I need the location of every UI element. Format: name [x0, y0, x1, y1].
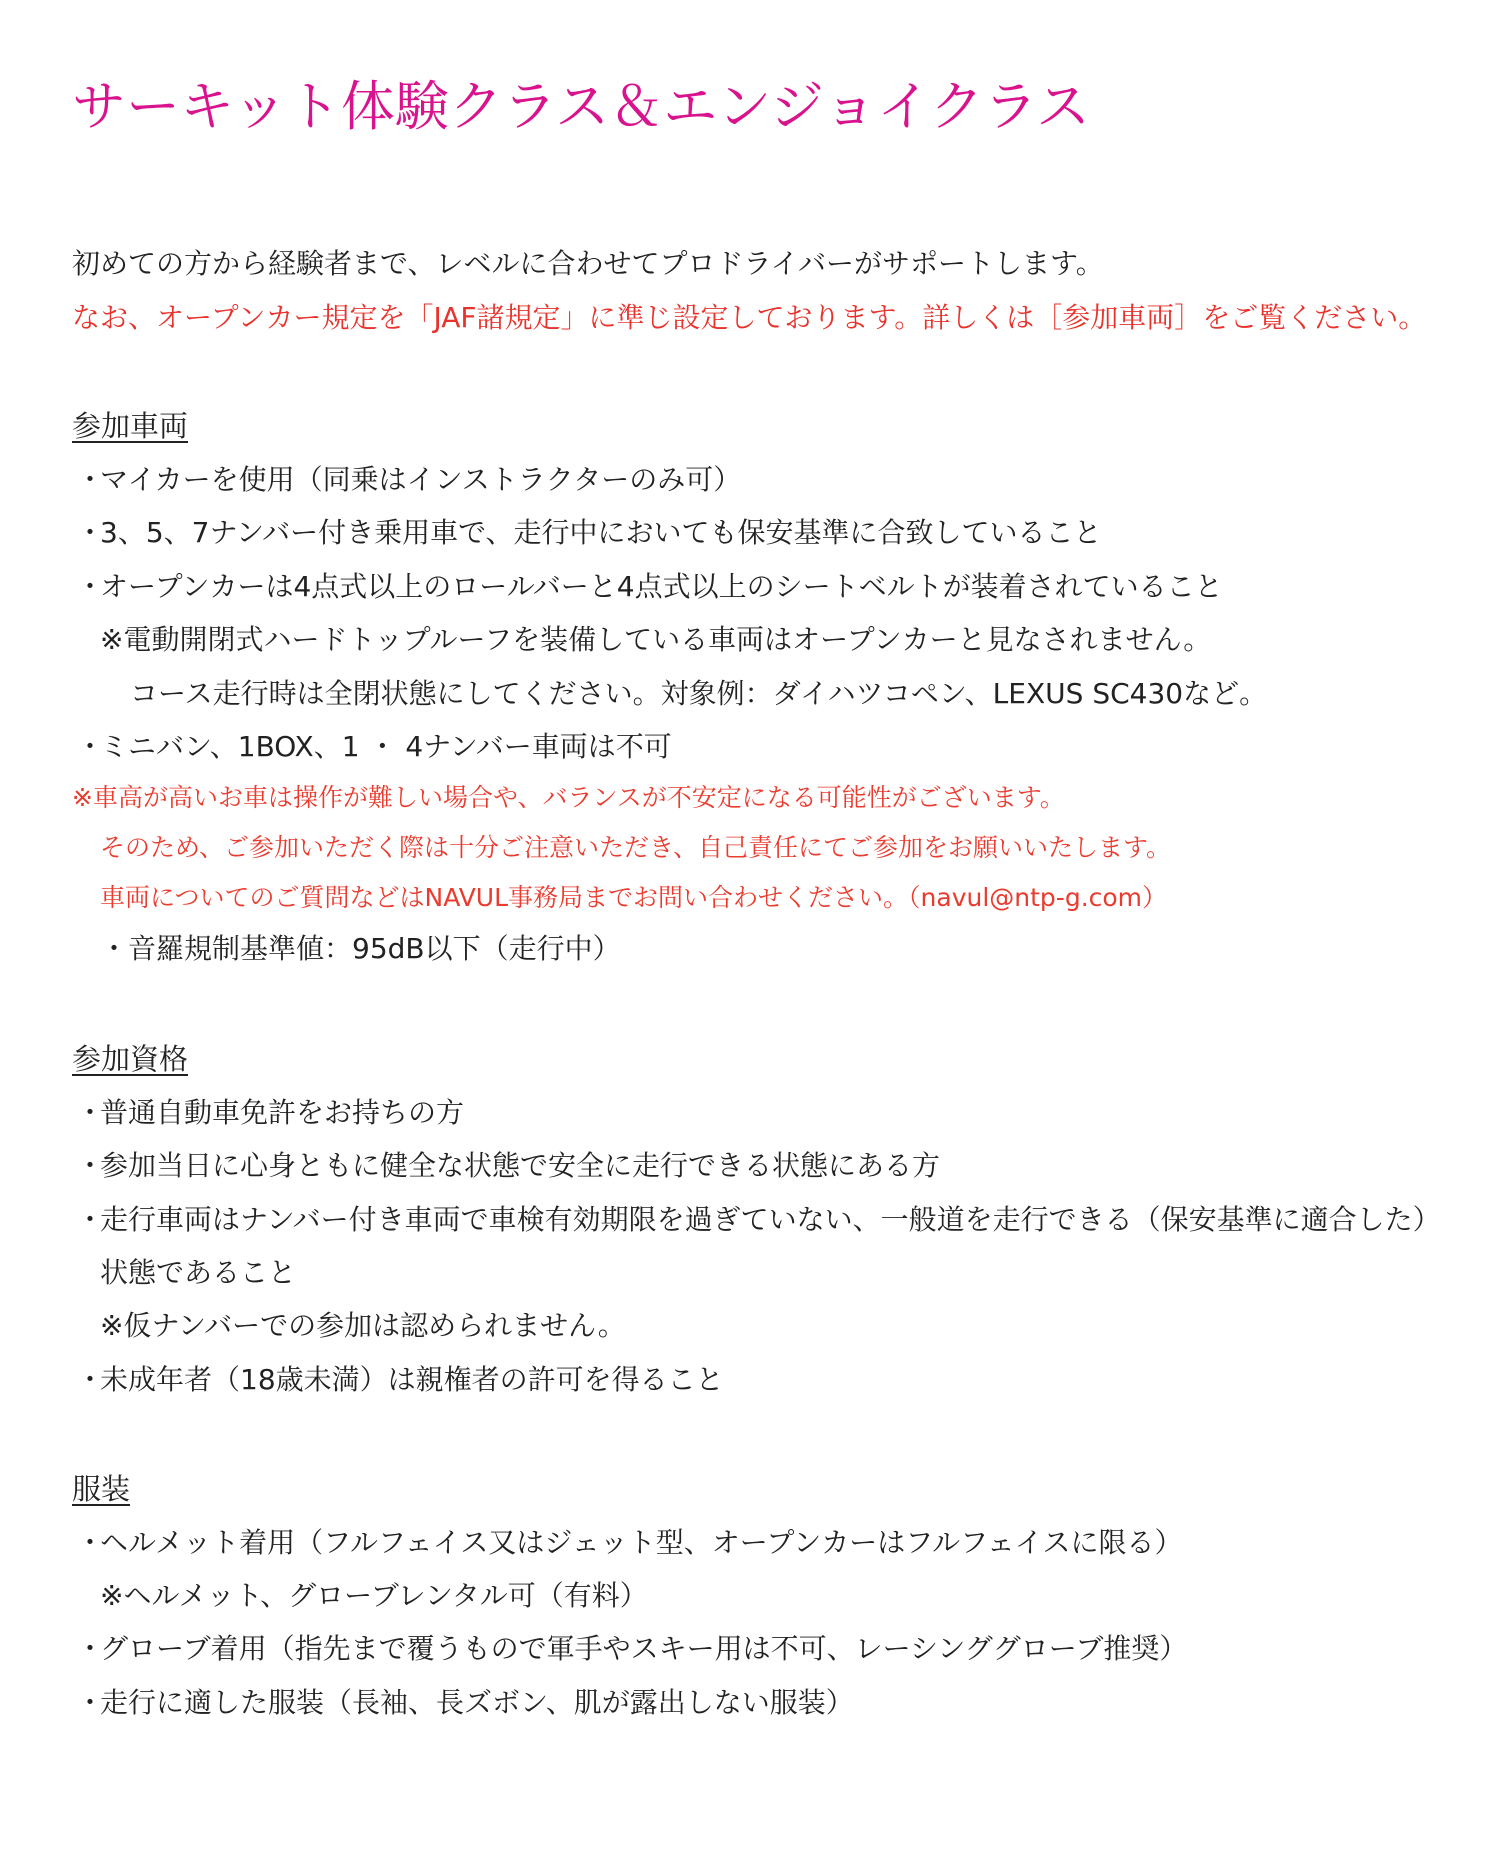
alert-text: 車両についてのご質問などはNAVUL事務局までお問い合わせください。（navul@ntp-g.com） — [100, 883, 1168, 912]
list-item — [76, 1629, 1187, 1669]
section-heading-eligibility: 参加資格 — [72, 1042, 189, 1076]
list-item — [76, 1146, 940, 1186]
section-heading-vehicles: 参加車両 — [72, 409, 189, 443]
bullet-icon: ・ — [76, 1632, 105, 1665]
bullet-icon: ・ — [76, 1203, 105, 1236]
page-title: サーキット体験クラス＆エンジョイクラス — [72, 75, 1091, 138]
alert-text: ※車高が高いお車は操作が難しい場合や、バランスが不安定になる可能性がございます。 — [72, 783, 1065, 812]
list-item — [76, 1200, 1441, 1240]
list-item-text: オープンカーは4点式以上のロールバーと4点式以上のシートベルトが装着されていること — [100, 570, 1223, 603]
list-item-text: マイカーを使用（同乗はインストラクターのみ可） — [100, 463, 742, 496]
list-item-text: 未成年者（18歳未満）は親権者の許可を得ること — [100, 1363, 724, 1396]
alert-text: そのため、ご参加いただく際は十分ご注意いただき、自己責任にてご参加をお願いいたします。 — [100, 833, 1172, 862]
list-item-note: コース走行時は全閉状態にしてください。対象例：ダイハツコペン、LEXUS SC430など。 — [130, 677, 1268, 710]
list-item-text: 走行に適した服装（長袖、長ズボン、肌が露出しない服装） — [100, 1686, 854, 1719]
list-item-text: 走行車両はナンバー付き車両で車検有効期限を過ぎていない、一般道を走行できる（保安基準に適合した） — [100, 1203, 1441, 1236]
list-item-text: 普通自動車免許をお持ちの方 — [100, 1096, 465, 1129]
bullet-icon: ・ — [76, 570, 105, 603]
list-item-text: ヘルメット着用（フルフェイス又はジェット型、オープンカーはフルフェイスに限る） — [100, 1526, 1183, 1559]
bullet-icon: ・ — [76, 1526, 105, 1559]
bullet-icon: ・ — [76, 1686, 105, 1719]
list-item-text: グローブ着用（指先まで覆うもので軍手やスキー用は不可、レーシンググローブ推奨） — [100, 1632, 1188, 1665]
list-item-continuation: 状態であること — [100, 1256, 297, 1289]
intro-text: 初めての方から経験者まで、レベルに合わせてプロドライバーがサポートします。 — [72, 247, 1104, 280]
section-heading-attire: 服装 — [72, 1472, 131, 1506]
list-item — [76, 1093, 464, 1133]
list-item — [76, 460, 741, 500]
list-item-text: 3、5、7ナンバー付き乗用車で、走行中においても保安基準に合致していること — [100, 516, 1102, 549]
list-item — [76, 727, 672, 767]
bullet-icon: ・ — [76, 1363, 105, 1396]
intro-notice: なお、オープンカー規定を「JAF諸規定」に準じ設定しております。詳しくは［参加車両］をご覧ください。 — [72, 301, 1427, 334]
list-item — [76, 1360, 724, 1400]
bullet-icon: ・ — [76, 1149, 105, 1182]
list-item-note: ※ヘルメット、グローブレンタル可（有料） — [100, 1579, 648, 1612]
bullet-icon: ・ — [76, 730, 105, 763]
list-item-note: ※仮ナンバーでの参加は認められません。 — [100, 1309, 626, 1342]
list-item — [76, 1683, 854, 1723]
bullet-icon: ・ — [76, 463, 105, 496]
bullet-icon: ・ — [76, 1096, 105, 1129]
bullet-icon: ・ — [76, 516, 105, 549]
list-item — [76, 513, 1102, 553]
list-item-text: 参加当日に心身ともに健全な状態で安全に走行できる状態にある方 — [100, 1149, 941, 1182]
list-item — [76, 567, 1223, 607]
list-item-text: ミニバン、1BOX、1 ・ 4ナンバー車両は不可 — [100, 730, 672, 763]
list-item — [76, 1523, 1183, 1563]
list-item-note: ※電動開閉式ハードトップルーフを装備している車両はオープンカーと見なされません。 — [100, 623, 1212, 656]
list-item: ・音羅規制基準値：95dB以下（走行中） — [100, 932, 621, 965]
